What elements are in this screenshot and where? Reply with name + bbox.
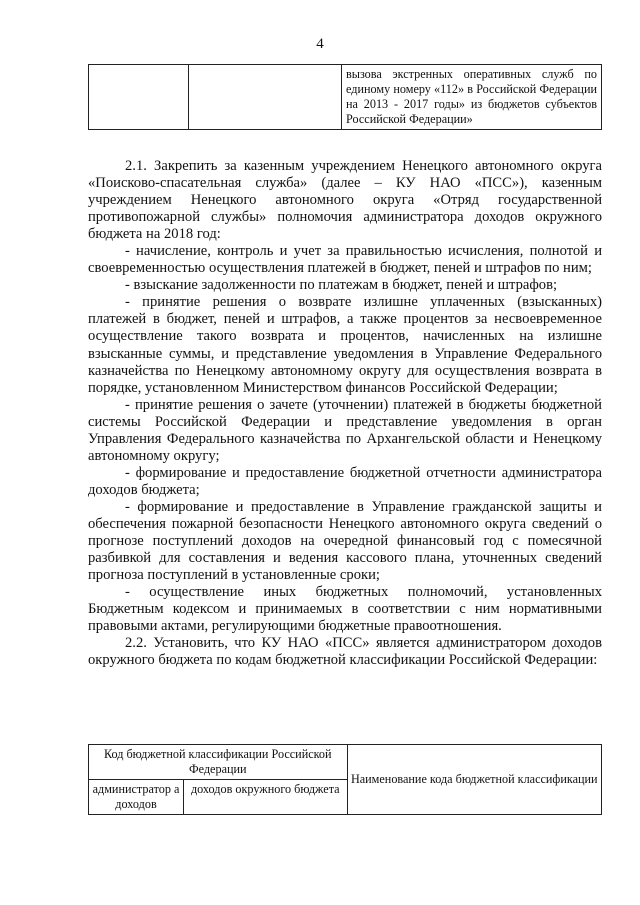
table-header-row bbox=[89, 745, 602, 780]
document-body bbox=[88, 158, 602, 669]
budget-code-table bbox=[88, 744, 602, 815]
paragraph-2-2: 2.2. Установить, что КУ НАО «ПСС» является администратором доходов окружного бюджета по кодам бюджетной классификации Российской Федерации: bbox=[88, 635, 602, 669]
list-item: - взыскание задолженности по платежам в бюджет, пеней и штрафов; bbox=[125, 277, 558, 294]
list-item: - принятие решения о возврате излишне уплаченных (взысканных) платежей в бюджет, пеней и штрафов, а также процентов за несвоевременное осуществление такого возврата и процентов, начисленных на излишне взысканные суммы, и представление уведомления в Управление Федерального казначейства по Ненецкому автономному округу для осуществления возврата в порядке, установленном Министерством финансов Российской Федерации; bbox=[88, 294, 602, 396]
list-item: - осуществление иных бюджетных полномочий, установленных Бюджетным кодексом и принимаемых в соответствии с ним нормативными правовыми актами, регулирующими бюджетные правоотношения. bbox=[88, 584, 602, 635]
header-code-name: Наименование кода бюджетной классификации bbox=[347, 745, 601, 815]
header-code-group: Код бюджетной классификации Российской Федерации bbox=[89, 745, 348, 780]
table-cell-empty bbox=[189, 65, 342, 130]
table-cell-empty bbox=[89, 65, 189, 130]
list-item: - начисление, контроль и учет за правильностью исчисления, полнотой и своевременностью осуществления платежей в бюджет, пеней и штрафов по ним; bbox=[88, 243, 602, 277]
header-admin: администратор а доходов bbox=[89, 780, 184, 815]
paragraph-2-1: 2.1. Закрепить за казенным учреждением Ненецкого автономного округа «Поисково-спасательная служба» (далее – КУ НАО «ПСС»), казенным учреждением Ненецкого автономного округа «Отряд государственной противопожарной службы» полномочия администратора доходов окружного бюджета на 2018 год: bbox=[88, 158, 602, 243]
header-income: доходов окружного бюджета bbox=[184, 780, 348, 815]
list-item: - формирование и предоставление в Управление гражданской защиты и обеспечения пожарной безопасности Ненецкого автономного округа сведений о прогнозе поступлений доходов на очередной финансовый год с помесячной разбивкой для составления и ведения кассового плана, уточненных сведений прогноза поступлений в установленные сроки; bbox=[88, 498, 602, 584]
table-cell-text: вызова экстренных оперативных служб по единому номеру «112» в Российской Федерации на 2013 - 2017 годы» из бюджетов субъектов Российской Федерации» bbox=[342, 65, 602, 130]
page-number: 4 bbox=[316, 36, 324, 52]
list-item: - принятие решения о зачете (уточнении) платежей в бюджеты бюджетной системы Российской Федерации и представление уведомления в орган Управления Федерального казначейства по Архангельской области и Ненецкому автономному округу; bbox=[88, 396, 602, 464]
continued-table bbox=[88, 64, 602, 130]
table-row bbox=[89, 65, 602, 130]
list-item: - формирование и предоставление бюджетной отчетности администратора доходов бюджета; bbox=[88, 464, 602, 498]
